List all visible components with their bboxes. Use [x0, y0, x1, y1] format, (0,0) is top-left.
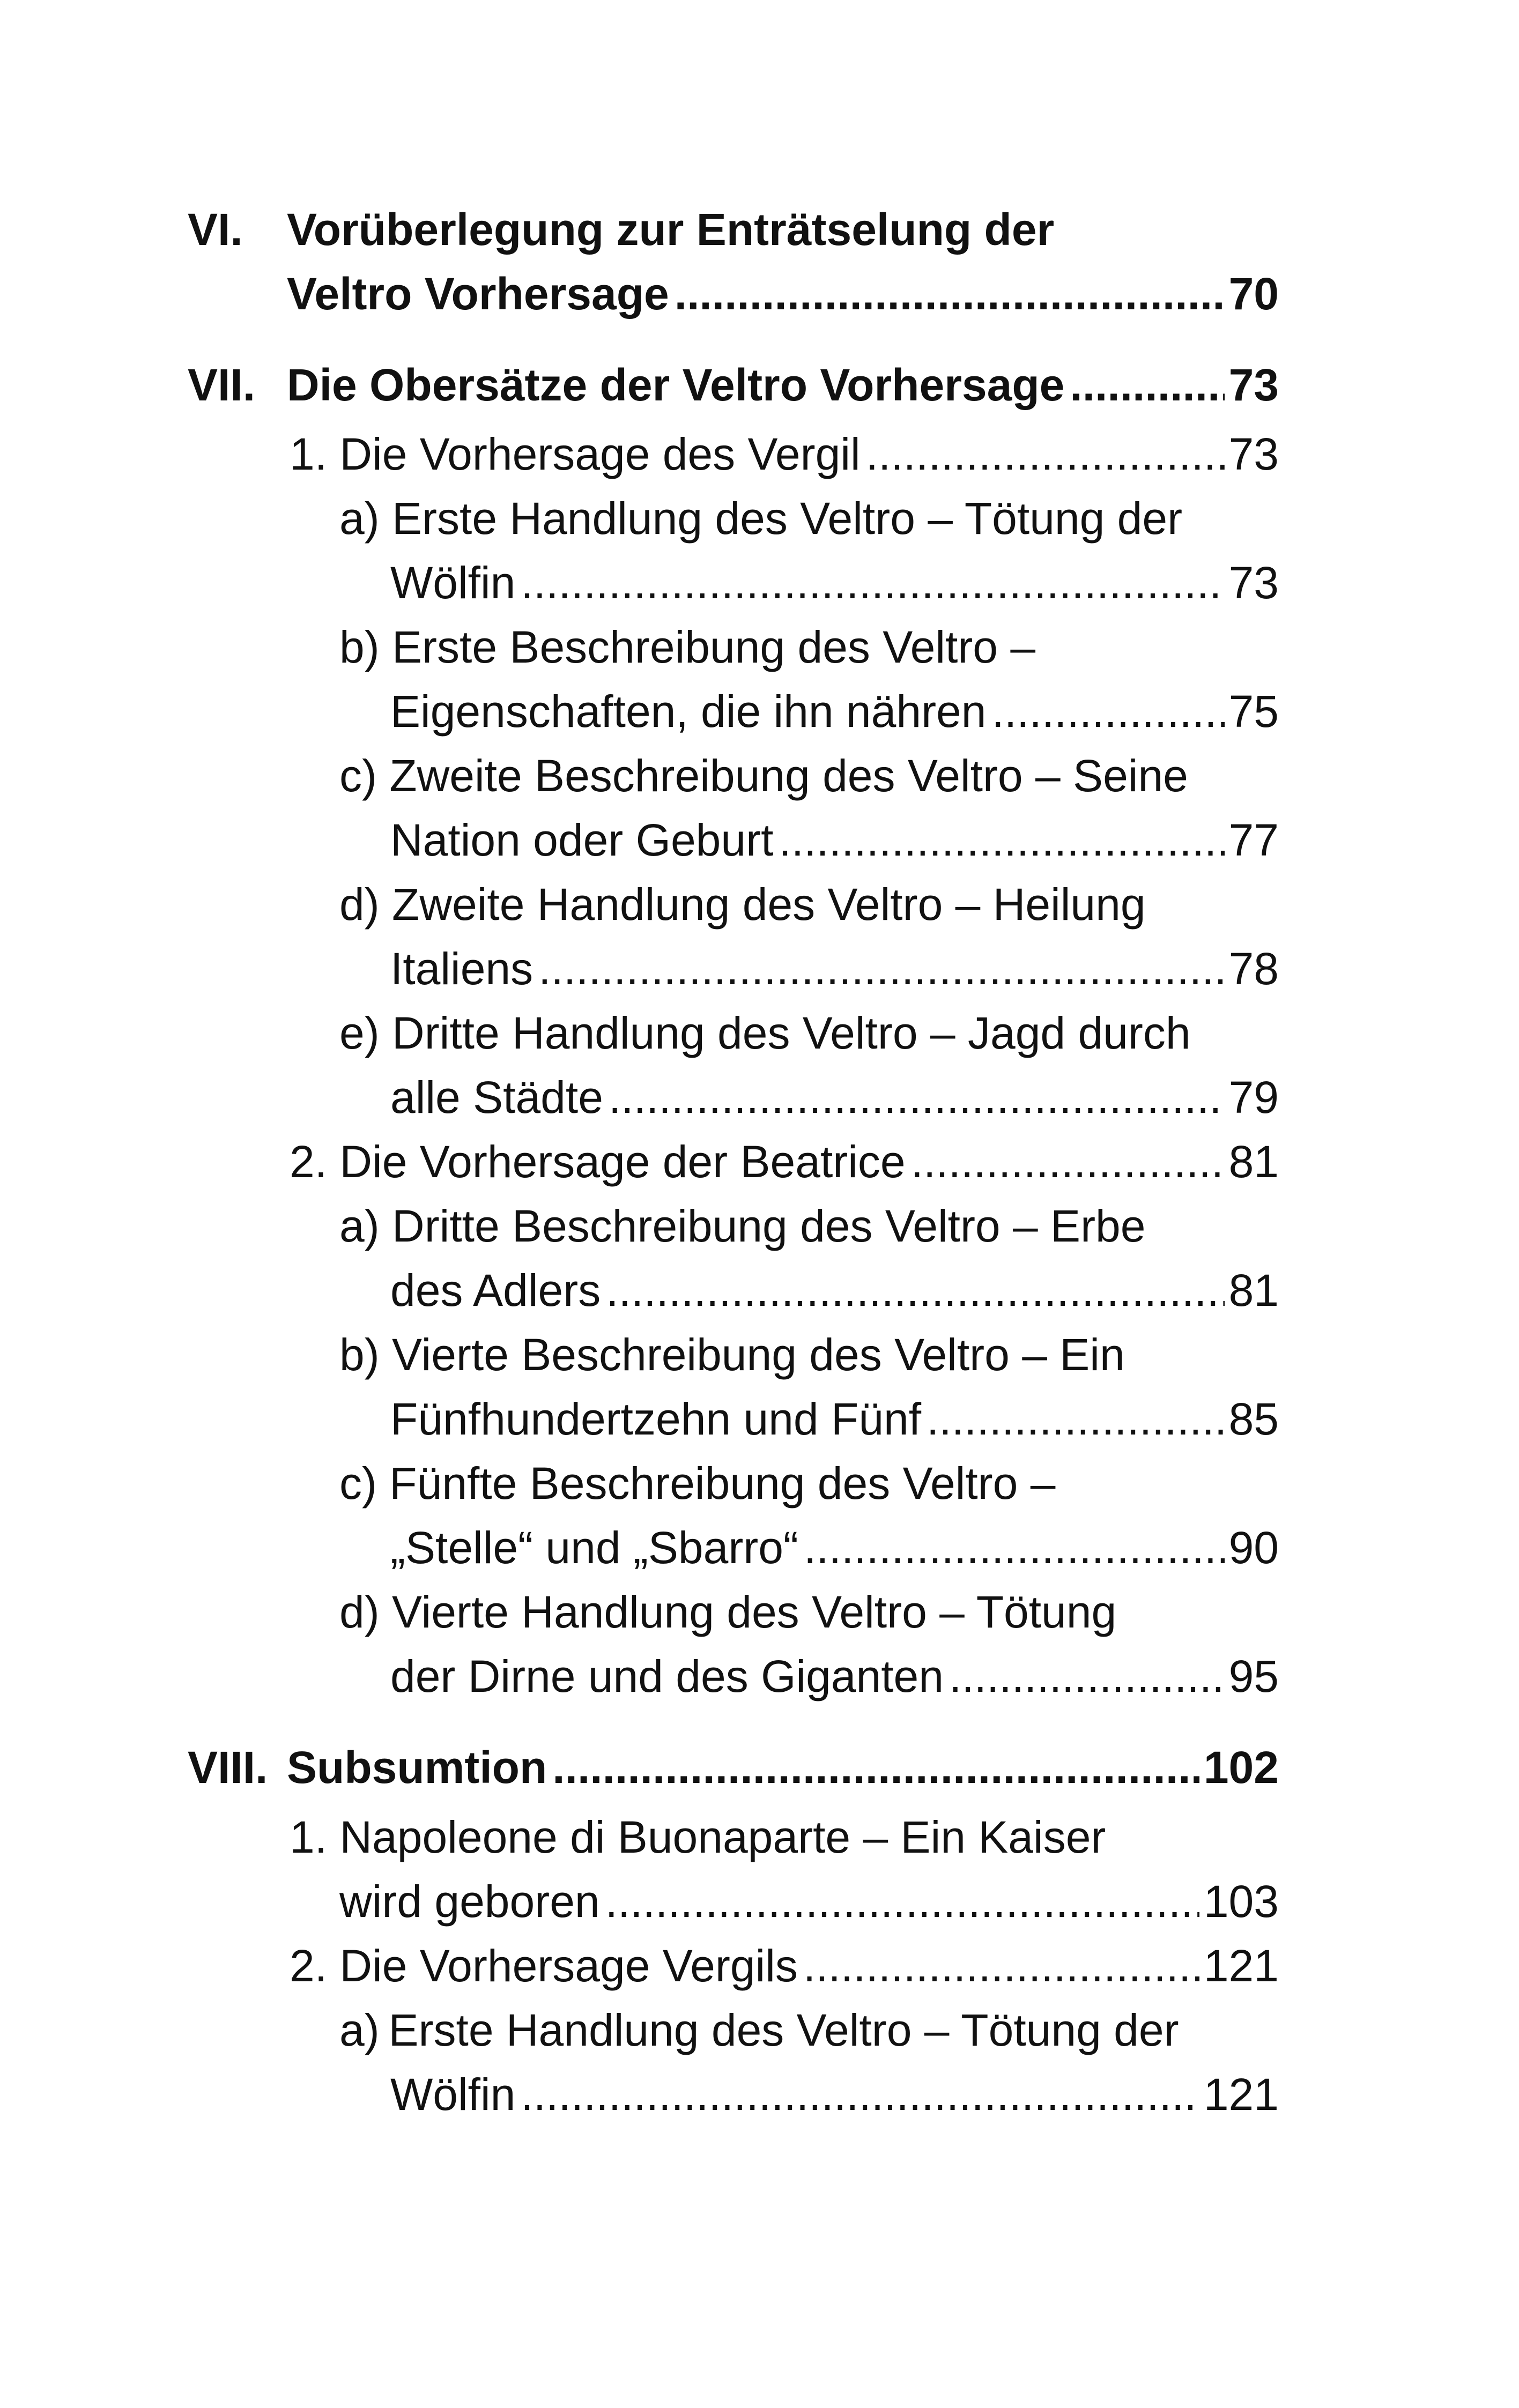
- chapter-number: VIII.: [188, 1742, 268, 1793]
- toc-entry-title: wird geboren: [339, 1876, 600, 1927]
- toc-entry[interactable]: [339, 1869, 1279, 1934]
- leader-dots: [609, 1065, 1225, 1129]
- toc-entry[interactable]: [290, 1934, 1279, 1998]
- toc-entry-title-line: d) Zweite Handlung des Veltro – Heilung: [339, 879, 1146, 930]
- toc-entry-title: 2. Die Vorhersage Vergils: [290, 1941, 798, 1991]
- leader-dots: [927, 1387, 1225, 1451]
- page-number: 90: [1228, 1522, 1279, 1573]
- toc-entry-title-line: a) Dritte Beschreibung des Veltro – Erbe: [339, 1201, 1146, 1251]
- toc-entry[interactable]: [390, 808, 1279, 872]
- toc-entry-title-line: b) Erste Beschreibung des Veltro –: [339, 622, 1036, 672]
- leader-dots: [521, 551, 1224, 615]
- leader-dots: [991, 679, 1224, 744]
- page-number: 73: [1228, 360, 1279, 410]
- toc-entry[interactable]: [390, 1065, 1279, 1129]
- toc-entry-title: alle Städte: [390, 1072, 603, 1123]
- chapter-title-line: Vorüberlegung zur Enträtselung der: [287, 204, 1055, 255]
- toc-entry[interactable]: [390, 937, 1279, 1001]
- toc-entry[interactable]: [390, 1258, 1279, 1322]
- page-number: 81: [1228, 1265, 1279, 1316]
- leader-dots: [538, 937, 1224, 1001]
- chapter-number: VI.: [188, 204, 243, 255]
- toc-entry-title: der Dirne und des Giganten: [390, 1651, 944, 1701]
- toc-entry-title: Nation oder Geburt: [390, 815, 774, 865]
- page-number: 70: [1228, 269, 1279, 319]
- leader-dots: [675, 262, 1225, 326]
- leader-dots: [521, 2062, 1199, 2127]
- toc-entry[interactable]: [390, 679, 1279, 744]
- toc-entry[interactable]: [290, 1129, 1279, 1194]
- toc-entry-title: 1. Die Vorhersage des Vergil: [290, 429, 861, 479]
- toc-entry-title: Eigenschaften, die ihn nähren: [390, 686, 987, 737]
- toc-entry-title-line: c) Zweite Beschreibung des Veltro – Seine: [339, 750, 1188, 801]
- page-number: 103: [1203, 1876, 1279, 1927]
- toc-entry-title: Subsumtion: [287, 1742, 547, 1793]
- leader-dots: [1070, 353, 1224, 417]
- toc-entry-title: Die Obersätze der Veltro Vorhersage: [287, 360, 1065, 410]
- page-number: 81: [1228, 1136, 1279, 1187]
- toc-entry-title-line: 1. Napoleone di Buonaparte – Ein Kaiser: [290, 1812, 1106, 1862]
- chapter-number: VII.: [188, 360, 256, 410]
- toc-entry-title: Fünfhundertzehn und Fünf: [390, 1394, 922, 1444]
- leader-dots: [803, 1934, 1199, 1998]
- page-number: 73: [1228, 558, 1279, 608]
- page-number: 79: [1228, 1072, 1279, 1123]
- toc-entry[interactable]: [287, 1735, 1279, 1800]
- toc-entry-title-line: c) Fünfte Beschreibung des Veltro –: [339, 1458, 1056, 1508]
- page-number: 73: [1228, 429, 1279, 479]
- toc-entry-title: Wölfin: [390, 2069, 516, 2120]
- toc-entry-title: Veltro Vorhersage: [287, 269, 669, 319]
- leader-dots: [605, 1869, 1199, 1934]
- leader-dots: [779, 808, 1224, 872]
- page-number: 95: [1228, 1651, 1279, 1701]
- page-number: 77: [1228, 815, 1279, 865]
- toc-entry[interactable]: [390, 2062, 1279, 2127]
- toc-entry-title-line: d) Vierte Handlung des Veltro – Tötung: [339, 1587, 1117, 1637]
- toc-entry-title: des Adlers: [390, 1265, 601, 1316]
- toc-entry[interactable]: [390, 551, 1279, 615]
- toc-entry-title-line: b) Vierte Beschreibung des Veltro – Ein: [339, 1329, 1125, 1380]
- leader-dots: [949, 1644, 1225, 1708]
- leader-dots: [606, 1258, 1224, 1322]
- page-number: 121: [1203, 2069, 1279, 2120]
- page-number: 78: [1228, 943, 1279, 994]
- toc-entry[interactable]: [390, 1515, 1279, 1580]
- page-number: 121: [1203, 1941, 1279, 1991]
- toc-entry-title: Italiens: [390, 943, 533, 994]
- leader-dots: [552, 1735, 1199, 1800]
- page-number: 102: [1203, 1742, 1279, 1793]
- page-number: 85: [1228, 1394, 1279, 1444]
- leader-dots: [911, 1129, 1225, 1194]
- leader-dots: [866, 422, 1225, 486]
- toc-entry-title: 2. Die Vorhersage der Beatrice: [290, 1136, 906, 1187]
- page-number: 75: [1228, 686, 1279, 737]
- toc-entry-title-line: e) Dritte Handlung des Veltro – Jagd durch: [339, 1008, 1191, 1058]
- toc-entry[interactable]: [287, 262, 1279, 326]
- toc-entry-title-line: a) Erste Handlung des Veltro – Tötung der: [339, 2005, 1179, 2055]
- toc-entry[interactable]: [287, 353, 1279, 417]
- toc-entry-title-line: a) Erste Handlung des Veltro – Tötung der: [339, 493, 1183, 544]
- toc-entry[interactable]: [390, 1387, 1279, 1451]
- toc-entry-title: „Stelle“ und „Sbarro“: [390, 1522, 798, 1573]
- toc-entry-title: Wölfin: [390, 558, 516, 608]
- toc-entry[interactable]: [390, 1644, 1279, 1708]
- leader-dots: [804, 1515, 1225, 1580]
- toc-entry[interactable]: [290, 422, 1279, 486]
